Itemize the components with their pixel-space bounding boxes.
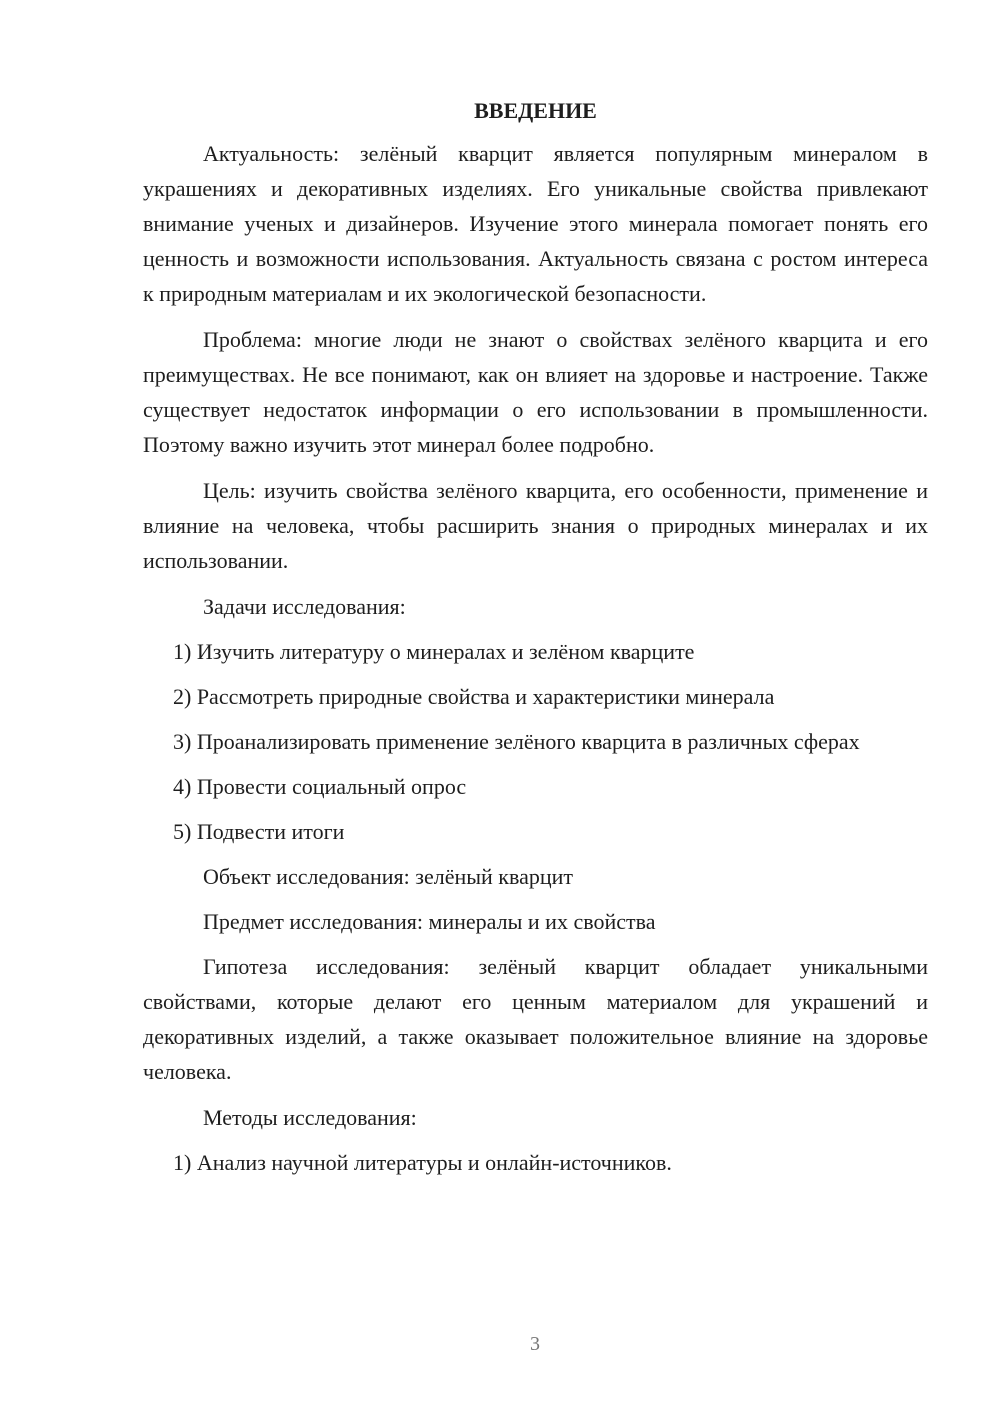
goal-paragraph: Цель: изучить свойства зелёного кварцита, его особенности, применение и влияние на человека, чтобы расширить знания о природных минералах и их использовании. — [143, 478, 928, 573]
list-item: 1) Анализ научной литературы и онлайн-источников. — [173, 1150, 672, 1175]
problem-paragraph: Проблема: многие люди не знают о свойствах зелёного кварцита и его преимуществах. Не все понимают, как он влияет на здоровье и настроение. Также существует недостаток информации о его использовании в промышленности. Поэтому важно изучить этот минерал более подробно. — [143, 327, 928, 457]
relevance-paragraph: Актуальность: зелёный кварцит является популярным минералом в украшениях и декоративных изделиях. Его уникальные свойства привлекают внимание ученых и дизайнеров. Изучение этого минерала помогает понять его ценность и возможности использования. Актуальность связана с ростом интереса к природным материалам и их экологической безопасности. — [143, 141, 928, 306]
subject-paragraph: Предмет исследования: минералы и их свойства — [203, 909, 656, 934]
hypothesis-paragraph: Гипотеза исследования: зелёный кварцит обладает уникальными свойствами, которые делают его ценным материалом для украшений и декоративных изделий, а также оказывает положительное влияние на здоровье человека. — [143, 954, 928, 1084]
methods-heading: Методы исследования: — [203, 1105, 417, 1130]
page-content — [143, 96, 928, 1190]
object-paragraph: Объект исследования: зелёный кварцит — [203, 864, 574, 889]
list-item: 1) Изучить литературу о минералах и зелёном кварците — [173, 639, 695, 664]
list-item: 2) Рассмотреть природные свойства и характеристики минерала — [173, 684, 775, 709]
methods-list — [143, 1145, 928, 1180]
list-item: 5) Подвести итоги — [173, 819, 345, 844]
page-title: ВВЕДЕНИЕ — [474, 98, 597, 123]
list-item: 4) Провести социальный опрос — [173, 774, 467, 799]
tasks-list — [143, 634, 928, 849]
list-item: 3) Проанализировать применение зелёного кварцита в различных сферах — [173, 729, 860, 754]
tasks-heading: Задачи исследования: — [203, 594, 406, 619]
page-number: 3 — [530, 1333, 540, 1355]
